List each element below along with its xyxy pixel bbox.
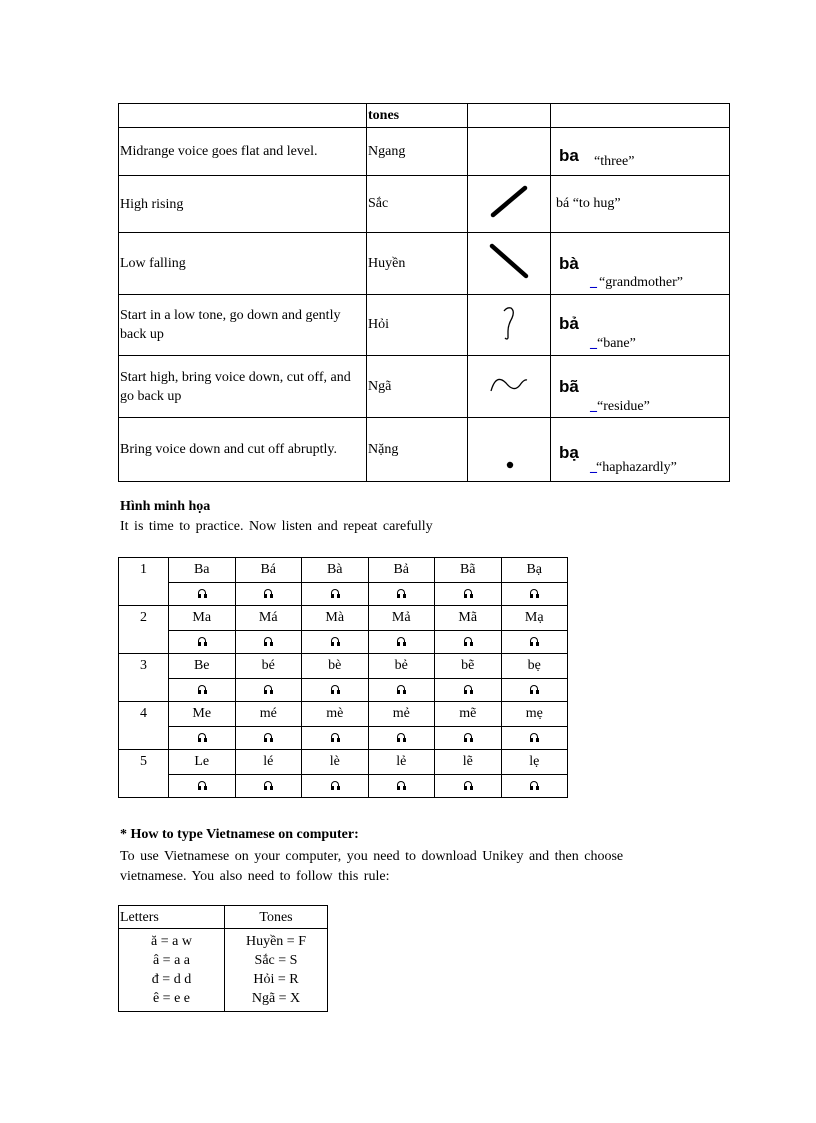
tone-row bbox=[119, 176, 730, 233]
example-gloss: “bane” bbox=[597, 335, 636, 351]
audio-cell[interactable] bbox=[368, 775, 435, 798]
tone-mark-cell bbox=[468, 295, 551, 356]
headphones-icon[interactable] bbox=[198, 589, 206, 598]
tone-mark-cell bbox=[468, 128, 551, 176]
tone-name: Hỏi bbox=[367, 295, 468, 356]
example-gloss: “residue” bbox=[597, 398, 650, 414]
practice-audio-row bbox=[119, 631, 568, 654]
audio-cell[interactable] bbox=[235, 727, 302, 750]
practice-audio-row bbox=[119, 775, 568, 798]
headphones-icon[interactable] bbox=[397, 637, 405, 646]
headphones-icon[interactable] bbox=[530, 733, 538, 742]
letter-rule: â = a a bbox=[152, 953, 191, 968]
headphones-icon[interactable] bbox=[397, 589, 405, 598]
practice-word: lẽ bbox=[435, 750, 502, 775]
letter-rule: đ = d d bbox=[151, 972, 192, 987]
headphones-icon[interactable] bbox=[530, 589, 538, 598]
typing-body-row bbox=[119, 929, 328, 1012]
tone-name: Nặng bbox=[367, 418, 468, 482]
tones-header-row bbox=[119, 104, 730, 128]
tone-name: Ngã bbox=[367, 356, 468, 418]
example-word: bã bbox=[559, 376, 579, 396]
row-number: 5 bbox=[119, 750, 169, 798]
tones-header: Tones bbox=[225, 906, 328, 929]
tone-description: Midrange voice goes flat and level. bbox=[119, 128, 367, 176]
headphones-icon[interactable] bbox=[397, 733, 405, 742]
headphones-icon[interactable] bbox=[464, 637, 472, 646]
tone-example bbox=[551, 176, 730, 233]
audio-cell[interactable] bbox=[368, 679, 435, 702]
audio-cell[interactable] bbox=[368, 583, 435, 606]
example-blank: _ bbox=[590, 274, 597, 290]
audio-cell[interactable] bbox=[435, 727, 502, 750]
tones-table bbox=[118, 103, 730, 482]
headphones-icon[interactable] bbox=[530, 685, 538, 694]
tone-description: Start high, bring voice down, cut off, and go back up bbox=[119, 356, 367, 418]
example-blank: _ bbox=[590, 398, 597, 414]
tone-example bbox=[551, 233, 730, 295]
practice-word: Ma bbox=[169, 606, 236, 631]
headphones-icon[interactable] bbox=[397, 685, 405, 694]
audio-cell[interactable] bbox=[169, 775, 236, 798]
practice-word: mẻ bbox=[368, 702, 435, 727]
falling-tone-icon bbox=[487, 241, 531, 281]
tone-name: Sắc bbox=[367, 176, 468, 233]
headphones-icon[interactable] bbox=[464, 685, 472, 694]
rising-tone-icon bbox=[489, 184, 529, 220]
tone-example bbox=[551, 356, 730, 418]
audio-cell[interactable] bbox=[169, 727, 236, 750]
practice-word: Ba bbox=[169, 558, 236, 583]
example-gloss: “grandmother” bbox=[599, 274, 683, 290]
example-word: bạ bbox=[559, 442, 579, 462]
headphones-icon[interactable] bbox=[264, 637, 272, 646]
tone-rule: Ngã = X bbox=[251, 991, 301, 1006]
audio-cell[interactable] bbox=[169, 631, 236, 654]
audio-cell[interactable] bbox=[302, 775, 369, 798]
tone-row bbox=[119, 418, 730, 482]
tone-example bbox=[551, 128, 730, 176]
letter-rule: ă = a w bbox=[151, 934, 192, 949]
practice-word: Mạ bbox=[501, 606, 568, 631]
hook-tone-icon bbox=[494, 303, 524, 343]
practice-word: Má bbox=[235, 606, 302, 631]
letters-header: Letters bbox=[119, 906, 225, 929]
practice-word: Me bbox=[169, 702, 236, 727]
letters-list bbox=[119, 929, 225, 1012]
headphones-icon[interactable] bbox=[464, 733, 472, 742]
row-number: 4 bbox=[119, 702, 169, 750]
practice-word: bẻ bbox=[368, 654, 435, 679]
practice-word: Bạ bbox=[501, 558, 568, 583]
audio-cell[interactable] bbox=[235, 775, 302, 798]
tone-name: Huyền bbox=[367, 233, 468, 295]
practice-word: lẻ bbox=[368, 750, 435, 775]
tones-list bbox=[225, 929, 328, 1012]
headphones-icon[interactable] bbox=[198, 685, 206, 694]
audio-cell[interactable] bbox=[368, 631, 435, 654]
audio-cell[interactable] bbox=[435, 631, 502, 654]
headphones-icon[interactable] bbox=[264, 733, 272, 742]
audio-cell[interactable] bbox=[368, 727, 435, 750]
tone-description: High rising bbox=[119, 176, 367, 233]
example-gloss: “haphazardly” bbox=[596, 459, 677, 475]
headphones-icon[interactable] bbox=[464, 589, 472, 598]
tone-rule: Sắc = S bbox=[254, 953, 298, 968]
tone-mark-cell bbox=[468, 233, 551, 295]
audio-cell[interactable] bbox=[302, 631, 369, 654]
practice-word: Bá bbox=[235, 558, 302, 583]
practice-word: lé bbox=[235, 750, 302, 775]
typing-header-row bbox=[119, 906, 328, 929]
tone-row bbox=[119, 233, 730, 295]
practice-word: Le bbox=[169, 750, 236, 775]
tone-mark-cell bbox=[468, 176, 551, 233]
practice-audio-row bbox=[119, 679, 568, 702]
practice-word-row bbox=[119, 558, 568, 583]
practice-heading: Hình minh họa bbox=[120, 499, 211, 514]
audio-cell[interactable] bbox=[235, 583, 302, 606]
audio-cell[interactable] bbox=[169, 679, 236, 702]
example-blank: _ bbox=[590, 459, 597, 475]
header-cell-description bbox=[119, 104, 367, 128]
audio-cell[interactable] bbox=[435, 775, 502, 798]
practice-word-row bbox=[119, 654, 568, 679]
tone-mark-cell bbox=[468, 356, 551, 418]
practice-word: mé bbox=[235, 702, 302, 727]
tilde-tone-icon bbox=[488, 369, 530, 399]
dot-tone-icon bbox=[489, 418, 529, 476]
headphones-icon[interactable] bbox=[331, 637, 339, 646]
row-number: 2 bbox=[119, 606, 169, 654]
practice-word: Mả bbox=[368, 606, 435, 631]
practice-word: bẽ bbox=[435, 654, 502, 679]
tone-name: Ngang bbox=[367, 128, 468, 176]
audio-cell[interactable] bbox=[501, 727, 568, 750]
headphones-icon[interactable] bbox=[331, 589, 339, 598]
headphones-icon[interactable] bbox=[331, 733, 339, 742]
header-cell-tones: tones bbox=[367, 104, 468, 128]
header-cell-example bbox=[551, 104, 730, 128]
audio-cell[interactable] bbox=[235, 679, 302, 702]
tone-mark-cell bbox=[468, 418, 551, 482]
practice-word: bè bbox=[302, 654, 369, 679]
practice-word: Bả bbox=[368, 558, 435, 583]
audio-cell[interactable] bbox=[302, 679, 369, 702]
practice-word: bẹ bbox=[501, 654, 568, 679]
headphones-icon[interactable] bbox=[530, 637, 538, 646]
tone-rule: Hỏi = R bbox=[253, 972, 299, 987]
tone-description: Start in a low tone, go down and gently back up bbox=[119, 295, 367, 356]
practice-audio-row bbox=[119, 583, 568, 606]
row-number: 3 bbox=[119, 654, 169, 702]
headphones-icon[interactable] bbox=[264, 589, 272, 598]
practice-word: lè bbox=[302, 750, 369, 775]
practice-word: Bã bbox=[435, 558, 502, 583]
headphones-icon[interactable] bbox=[464, 781, 472, 790]
headphones-icon[interactable] bbox=[264, 685, 272, 694]
audio-cell[interactable] bbox=[235, 631, 302, 654]
practice-word: Be bbox=[169, 654, 236, 679]
headphones-icon[interactable] bbox=[198, 733, 206, 742]
practice-word: mè bbox=[302, 702, 369, 727]
tone-rule: Huyền = F bbox=[245, 934, 306, 949]
headphones-icon[interactable] bbox=[264, 781, 272, 790]
practice-word: Mà bbox=[302, 606, 369, 631]
tone-example bbox=[551, 418, 730, 482]
headphones-icon[interactable] bbox=[198, 637, 206, 646]
practice-word-row bbox=[119, 750, 568, 775]
audio-cell[interactable] bbox=[302, 727, 369, 750]
tone-row bbox=[119, 128, 730, 176]
example-word: ba bbox=[559, 145, 579, 165]
practice-word: lẹ bbox=[501, 750, 568, 775]
example-gloss: bá “to hug” bbox=[556, 196, 621, 211]
typing-text-line2: vietnamese. You also need to follow this rule: bbox=[120, 869, 390, 884]
practice-word: bé bbox=[235, 654, 302, 679]
headphones-icon[interactable] bbox=[198, 781, 206, 790]
practice-table bbox=[118, 557, 568, 798]
audio-cell[interactable] bbox=[501, 679, 568, 702]
practice-word: mẹ bbox=[501, 702, 568, 727]
audio-cell[interactable] bbox=[501, 631, 568, 654]
practice-word: mẽ bbox=[435, 702, 502, 727]
practice-word: Bà bbox=[302, 558, 369, 583]
headphones-icon[interactable] bbox=[530, 781, 538, 790]
tone-row bbox=[119, 356, 730, 418]
audio-cell[interactable] bbox=[169, 583, 236, 606]
typing-text-line1: To use Vietnamese on your computer, you need to download Unikey and then choose bbox=[120, 849, 624, 864]
tone-row bbox=[119, 295, 730, 356]
typing-heading: * How to type Vietnamese on computer: bbox=[120, 827, 359, 842]
headphones-icon[interactable] bbox=[397, 781, 405, 790]
header-cell-mark bbox=[468, 104, 551, 128]
example-word: bả bbox=[559, 313, 579, 333]
practice-word-row bbox=[119, 702, 568, 727]
audio-cell[interactable] bbox=[501, 583, 568, 606]
audio-cell[interactable] bbox=[435, 583, 502, 606]
tone-description: Bring voice down and cut off abruptly. bbox=[119, 418, 367, 482]
audio-cell[interactable] bbox=[501, 775, 568, 798]
typing-rules-table bbox=[118, 905, 328, 1012]
example-gloss: “three” bbox=[594, 153, 635, 169]
example-word: bà bbox=[559, 253, 579, 273]
headphones-icon[interactable] bbox=[331, 685, 339, 694]
row-number: 1 bbox=[119, 558, 169, 606]
tone-example bbox=[551, 295, 730, 356]
audio-cell[interactable] bbox=[302, 583, 369, 606]
audio-cell[interactable] bbox=[435, 679, 502, 702]
example-blank: _ bbox=[590, 335, 597, 351]
practice-word: Mã bbox=[435, 606, 502, 631]
tone-description: Low falling bbox=[119, 233, 367, 295]
practice-audio-row bbox=[119, 727, 568, 750]
practice-intro: It is time to practice. Now listen and repeat carefully bbox=[120, 519, 433, 534]
headphones-icon[interactable] bbox=[331, 781, 339, 790]
letter-rule: ê = e e bbox=[152, 991, 191, 1006]
practice-word-row bbox=[119, 606, 568, 631]
